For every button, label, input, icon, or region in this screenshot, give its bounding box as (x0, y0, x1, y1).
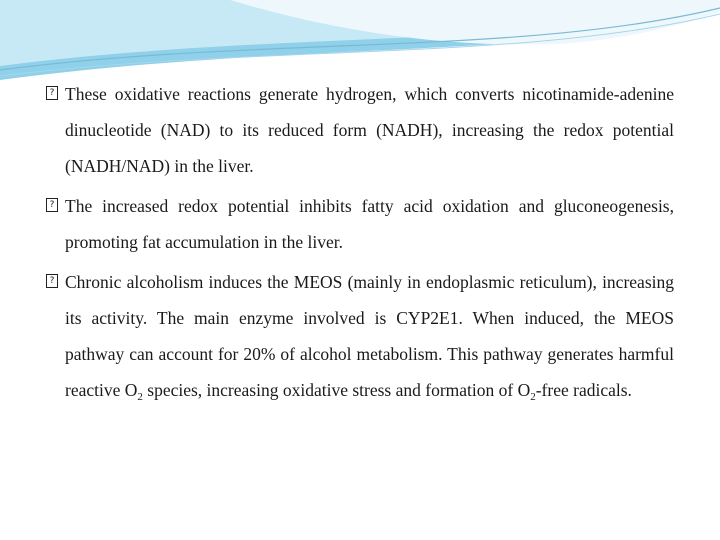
slide-content (46, 76, 674, 419)
subscript: 2 (530, 391, 536, 403)
bullet-icon: ? (46, 274, 58, 288)
subscript: 2 (137, 391, 143, 403)
bullet-text-part: Chronic alcoholism induces the MEOS (mainly in endoplasmic reticulum), increasing its activity. The main enzyme involved is CYP2E1. When induced, the MEOS pathway can account for 20% of alcohol metabolism. This pathway generates harmful reactive O (65, 272, 674, 400)
bullet-item (46, 188, 674, 260)
bullet-text-part: species, increasing oxidative stress and formation of O (142, 380, 531, 400)
bullet-item (46, 264, 674, 415)
bullet-text (65, 264, 674, 415)
bullet-text: The increased redox potential inhibits fatty acid oxidation and gluconeogenesis, promoting fat accumulation in the liver. (65, 196, 674, 252)
bullet-icon: ? (46, 86, 58, 100)
bullet-text-part: -free radicals. (535, 380, 632, 400)
bullet-text: These oxidative reactions generate hydrogen, which converts nicotinamide-adenine dinucleotide (NAD) to its reduced form (NADH), increasing the redox potential (NADH/NAD) in the liver. (65, 84, 674, 176)
bullet-item (46, 76, 674, 184)
bullet-icon: ? (46, 198, 58, 212)
